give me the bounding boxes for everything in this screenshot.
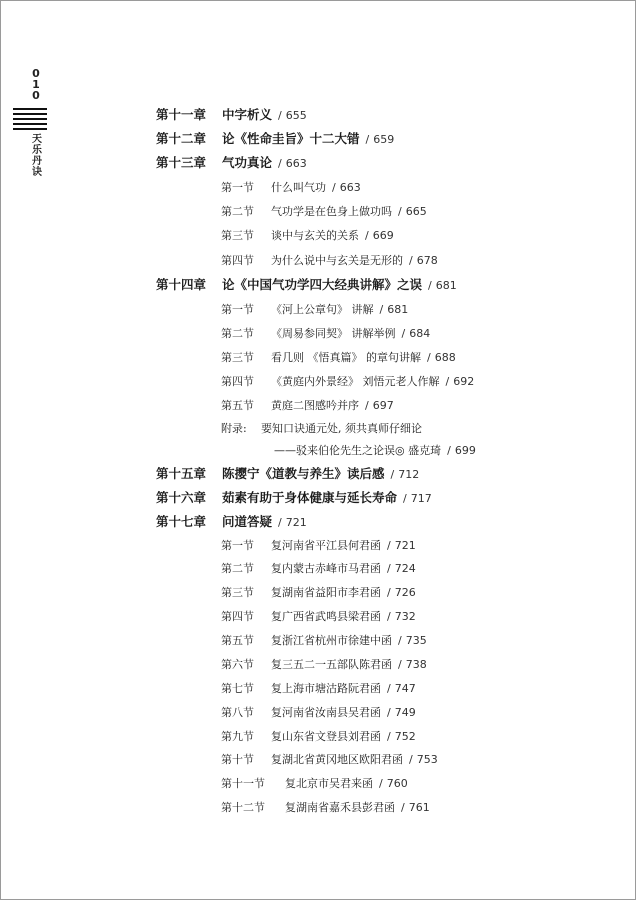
toc-entry-page: 684 <box>409 327 431 340</box>
toc-entry-separator: / <box>332 181 336 194</box>
page-number-digit: 0 <box>32 89 40 102</box>
toc-entry-title: 复上海市塘沽路阮君函 <box>271 682 381 695</box>
toc-entry-number: 第九节 <box>221 730 254 743</box>
toc-entry-title: 《周易参同契》 讲解举例 <box>271 327 396 340</box>
toc-entry-section <box>221 228 394 244</box>
toc-entry-title: 论《中国气功学四大经典讲解》之误 <box>222 277 423 292</box>
toc-entry-title: 什么叫气功 <box>271 181 326 194</box>
toc-entry-title: 气功真论 <box>222 155 273 170</box>
toc-entry-separator: / <box>401 327 406 340</box>
toc-entry-number: 第二节 <box>221 562 254 575</box>
toc-entry-number: 第十四章 <box>156 277 207 292</box>
toc-entry-section <box>221 253 438 269</box>
toc-entry-separator: / <box>398 658 402 671</box>
toc-entry-chapter <box>156 155 307 172</box>
toc-entry-chapter <box>156 490 432 507</box>
toc-entry-separator: / <box>398 205 402 218</box>
toc-entry-page: 753 <box>416 753 438 766</box>
book-title-char: 诀 <box>32 167 42 178</box>
toc-entry-section <box>221 705 416 721</box>
toc-entry-number: 第三节 <box>221 229 254 242</box>
toc-entry-number: 第一节 <box>221 539 254 552</box>
toc-entry-title: 复广西省武鸣县梁君函 <box>271 610 381 623</box>
toc-entry-page: 692 <box>453 375 475 388</box>
toc-entry-section <box>221 800 430 816</box>
toc-entry-number: 第十六章 <box>156 490 207 505</box>
toc-entry-number: 第七节 <box>221 682 254 695</box>
toc-entry-number: 第十五章 <box>156 466 207 481</box>
toc-entry-section <box>221 350 456 366</box>
toc-entry-page: 655 <box>285 109 307 122</box>
toc-entry-section <box>221 585 416 601</box>
toc-entry-page: 659 <box>373 133 395 146</box>
toc-entry-separator: / <box>379 303 384 316</box>
toc-entry-page: 697 <box>372 399 394 412</box>
toc-entry-page: 749 <box>394 706 416 719</box>
toc-entry-number: 第八节 <box>221 706 254 719</box>
toc-entry-number: 第六节 <box>221 658 254 671</box>
toc-entry-number: 第一节 <box>221 181 254 194</box>
toc-entry-title: 《黄庭内外景经》 刘悟元老人作解 <box>271 375 440 388</box>
toc-entry-page: 760 <box>386 777 408 790</box>
toc-entry-title: 陈撄宁《道教与养生》读后感 <box>222 466 385 481</box>
toc-entry-title: 复山东省文登县刘君函 <box>271 730 381 743</box>
decorative-bars <box>13 108 47 133</box>
toc-entry-section <box>221 374 474 390</box>
toc-entry-title: 复北京市吴君来函 <box>285 777 373 790</box>
toc-entry-number: 第四节 <box>221 610 254 623</box>
toc-entry-number: 第四节 <box>221 254 254 267</box>
toc-entry-page: 752 <box>394 730 416 743</box>
toc-entry-section <box>221 326 430 342</box>
toc-entry-separator: / <box>278 109 282 122</box>
toc-entry-title: 为什么说中与玄关是无形的 <box>271 254 403 267</box>
toc-entry-page: 738 <box>405 658 427 671</box>
toc-entry-section <box>221 752 438 768</box>
book-title-char: 乐 <box>32 145 42 156</box>
toc-entry-title: 复浙江省杭州市徐建中函 <box>271 634 392 647</box>
toc-entry-page: 681 <box>387 303 409 316</box>
toc-entry-number: 第四节 <box>221 375 254 388</box>
toc-entry-section <box>221 538 416 554</box>
toc-entry-number: 第三节 <box>221 586 254 599</box>
toc-entry-separator: / <box>387 730 391 743</box>
toc-entry-appendix <box>221 421 422 437</box>
toc-entry-separator: / <box>387 562 391 575</box>
toc-entry-separator: / <box>409 254 413 267</box>
toc-entry-separator: / <box>427 351 431 364</box>
toc-entry-separator: / <box>403 492 407 505</box>
toc-entry-separator: / <box>365 133 370 146</box>
toc-entry-separator: / <box>278 157 282 170</box>
toc-entry-title: 复河南省平江县何君函 <box>271 539 381 552</box>
toc-entry-number: 第十二节 <box>221 801 265 814</box>
toc-entry-section <box>221 398 394 414</box>
book-title-char: 天 <box>32 134 42 145</box>
toc-entry-separator: / <box>387 586 391 599</box>
toc-entry-separator: / <box>398 634 402 647</box>
toc-entry-title: 问道答疑 <box>222 514 273 529</box>
toc-entry-separator: / <box>365 229 369 242</box>
toc-entry-chapter <box>156 466 419 483</box>
toc-entry-page: 726 <box>394 586 416 599</box>
toc-entry-chapter <box>156 107 307 124</box>
toc-entry-chapter <box>156 277 457 294</box>
toc-entry-title: 复三五二一五部队陈君函 <box>271 658 392 671</box>
toc-entry-separator: / <box>447 444 451 457</box>
toc-entry-number: 第十一章 <box>156 107 207 122</box>
toc-entry-title: 论《性命圭旨》十二大错 <box>222 131 360 146</box>
toc-entry-title: 《河上公章句》 讲解 <box>271 303 374 316</box>
toc-entry-section <box>221 302 408 318</box>
toc-entry-title: 黄庭二图感吟并序 <box>271 399 359 412</box>
toc-entry-number: 第二节 <box>221 205 254 218</box>
toc-entry-page: 665 <box>405 205 427 218</box>
toc-entry-number: 第十七章 <box>156 514 207 529</box>
book-title-vertical <box>31 134 43 178</box>
toc-entry-number: 第十二章 <box>156 131 207 146</box>
toc-entry-section <box>221 561 416 577</box>
toc-entry-title: 要知口诀通元处, 须共真师仔细论 <box>261 422 422 435</box>
toc-entry-title: 复湖北省黄冈地区欧阳君函 <box>271 753 403 766</box>
toc-entry-title: 复河南省汝南县吴君函 <box>271 706 381 719</box>
toc-entry-page: 688 <box>434 351 456 364</box>
toc-entry-continuation <box>274 443 476 459</box>
toc-entry-section <box>221 180 361 196</box>
toc-entry-number: 附录: <box>221 422 247 435</box>
toc-entry-title: 复内蒙古赤峰市马君函 <box>271 562 381 575</box>
toc-entry-page: 717 <box>410 492 432 505</box>
toc-entry-chapter <box>156 131 394 148</box>
page-number <box>29 68 43 101</box>
toc-entry-page: 761 <box>408 801 430 814</box>
book-title-char: 丹 <box>32 156 42 167</box>
toc-entry-number: 第五节 <box>221 634 254 647</box>
toc-entry-number: 第十一节 <box>221 777 265 790</box>
toc-entry-separator: / <box>387 539 391 552</box>
toc-entry-title: 看几则 《悟真篇》 的章句讲解 <box>271 351 421 364</box>
toc-entry-title: 谈中与玄关的关系 <box>271 229 359 242</box>
toc-entry-title: ——驳来伯伦先生之论误◎ 盛克琦 <box>274 444 442 457</box>
toc-entry-page: 721 <box>394 539 416 552</box>
toc-entry-separator: / <box>387 706 391 719</box>
toc-entry-separator: / <box>409 753 413 766</box>
toc-entry-section <box>221 204 427 220</box>
toc-entry-separator: / <box>387 682 391 695</box>
toc-entry-separator: / <box>387 610 391 623</box>
toc-entry-page: 669 <box>372 229 394 242</box>
toc-entry-number: 第五节 <box>221 399 254 412</box>
page-number-digit: 1 <box>32 78 40 91</box>
toc-entry-separator: / <box>445 375 450 388</box>
toc-entry-section <box>221 681 416 697</box>
toc-entry-title: 复湖南省益阳市李君函 <box>271 586 381 599</box>
toc-entry-number: 第二节 <box>221 327 254 340</box>
toc-entry-section <box>221 729 416 745</box>
toc-entry-page: 732 <box>394 610 416 623</box>
toc-entry-section <box>221 633 427 649</box>
toc-entry-number: 第一节 <box>221 303 254 316</box>
toc-entry-page: 712 <box>398 468 420 481</box>
toc-entry-title: 气功学是在色身上做功吗 <box>271 205 392 218</box>
page-number-digit: 0 <box>32 67 40 80</box>
toc-entry-separator: / <box>390 468 395 481</box>
toc-entry-section <box>221 609 416 625</box>
toc-entry-page: 699 <box>454 444 476 457</box>
toc-entry-section <box>221 776 408 792</box>
toc-entry-page: 747 <box>394 682 416 695</box>
toc-entry-page: 663 <box>339 181 361 194</box>
toc-entry-section <box>221 657 427 673</box>
toc-entry-separator: / <box>428 279 432 292</box>
toc-entry-page: 724 <box>394 562 416 575</box>
toc-entry-number: 第十节 <box>221 753 254 766</box>
toc-entry-title: 复湖南省嘉禾县彭君函 <box>285 801 395 814</box>
toc-entry-page: 663 <box>285 157 307 170</box>
toc-entry-title: 茹素有助于身体健康与延长寿命 <box>222 490 398 505</box>
toc-entry-page: 681 <box>435 279 457 292</box>
toc-entry-page: 678 <box>416 254 438 267</box>
toc-entry-separator: / <box>401 801 405 814</box>
toc-entry-number: 第三节 <box>221 351 254 364</box>
toc-entry-number: 第十三章 <box>156 155 207 170</box>
toc-entry-page: 735 <box>405 634 427 647</box>
toc-entry-separator: / <box>365 399 369 412</box>
toc-entry-chapter <box>156 514 307 531</box>
toc-entry-page: 721 <box>285 516 307 529</box>
toc-entry-separator: / <box>278 516 282 529</box>
toc-entry-separator: / <box>379 777 383 790</box>
toc-entry-title: 中字析义 <box>222 107 273 122</box>
